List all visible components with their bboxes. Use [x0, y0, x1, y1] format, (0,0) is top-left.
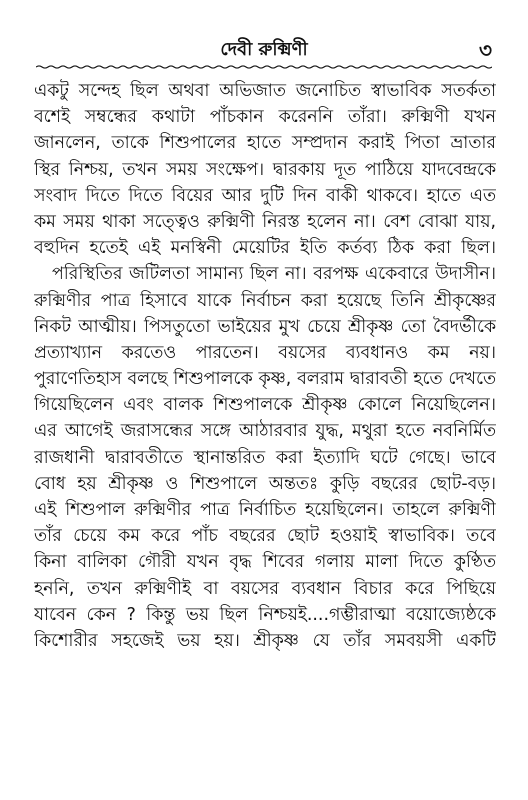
- text-line: রুক্মিণীর পাত্র হিসাবে যাকে নির্বাচন করা হয়েছে তিনি শ্রীকৃষ্ণের: [34, 290, 496, 311]
- text-line: নিকট আত্মীয়। পিসতুতো ভাইয়ের মুখ চেয়ে শ্রীকৃষ্ণ তো বৈদর্ভীকে: [34, 316, 496, 337]
- text-line: পুরাণেতিহাস বলছে শিশুপালকে কৃষ্ণ, বলরাম দ্বারাবতী হতে দেখতে: [34, 369, 496, 390]
- text-line: জানলেন, তাকে শিশুপালের হাতে সম্প্রদান করাই পিতা ভ্রাতার: [34, 133, 496, 154]
- text-line: বহুদিন হতেই এই মনস্বিনী মেয়েটির ইতি কর্তব্য ঠিক করা ছিল।: [34, 238, 496, 259]
- text-line: গিয়েছিলেন এবং বালক শিশুপালকে শ্রীকৃষ্ণ কোলে নিয়েছিলেন।: [34, 395, 496, 416]
- page-number: ৩: [478, 38, 492, 62]
- text-line: পরিস্থিতির জটিলতা সামান্য ছিল না। বরপক্ষ একেবারে উদাসীন।: [52, 264, 496, 285]
- text-line: এই শিশুপাল রুক্মিণীর পাত্র নির্বাচিত হয়েছিলেন। তাহলে রুক্মিণী: [34, 500, 496, 520]
- text-line: কিনা বালিকা গৌরী যখন বৃদ্ধ শিবের গলায় মালা দিতে কুণ্ঠিত: [34, 552, 496, 573]
- running-header: [0, 36, 528, 64]
- text-line: সংবাদ দিতে দিতে বিয়ের আর দুটি দিন বাকী থাকবে। হাতে এত: [34, 185, 496, 206]
- text-line: এর আগেই জরাসন্ধের সঙ্গে আঠারবার যুদ্ধ, মথুরা হতে নবনির্মিত: [34, 421, 496, 442]
- text-line: কিশোরীর সহজেই ভয় হয়। শ্রীকৃষ্ণ যে তাঁর সমবয়সী একটি: [34, 630, 496, 651]
- text-line: প্রত্যাখ্যান করতেও পারতেন। বয়সের ব্যবধানও কম নয়।: [34, 342, 496, 363]
- text-line: বশেই সম্বন্ধের কথাটা পাঁচকান করেননি তাঁরা। রুক্মিণী যখন: [34, 107, 496, 128]
- text-line: স্থির নিশ্চয়, তখন সময় সংক্ষেপ। দ্বারকায় দূত পাঠিয়ে যাদবেন্দ্রকে: [34, 159, 496, 180]
- text-line: তাঁর চেয়ে কম করে পাঁচ বছরের ছোট হওয়াই স্বাভাবিক। তবে: [34, 526, 496, 547]
- text-line: কম সময় থাকা সত্ত্বেও রুক্মিণী নিরস্ত হলেন না। বেশ বোঝা যায়,: [34, 211, 496, 232]
- wavy-divider-rule: [36, 62, 492, 72]
- text-line: বোধ হয় শ্রীকৃষ্ণ ও শিশুপালে অন্ততঃ কুড়ি বছরের ছোট-বড়।: [34, 473, 496, 494]
- running-title: দেবী রুক্মিণী: [220, 39, 308, 60]
- body-text: [34, 78, 496, 654]
- text-line: হননি, তখন রুক্মিণীই বা বয়সের ব্যবধান বিচার করে পিছিয়ে: [34, 578, 496, 599]
- text-line: রাজধানী দ্বারাবতীতে স্থানান্তরিত করা ইত্যাদি ঘটে গেছে। ভাবে: [34, 447, 496, 468]
- text-line: যাবেন কেন ? কিন্তু ভয় ছিল নিশ্চয়ই....গম্ভীরাত্মা বয়োজ্যেষ্ঠকে: [34, 604, 496, 625]
- text-line: একটু সন্দেহ ছিল অথবা অভিজাত জনোচিত স্বাভাবিক সতর্কতা: [34, 81, 496, 101]
